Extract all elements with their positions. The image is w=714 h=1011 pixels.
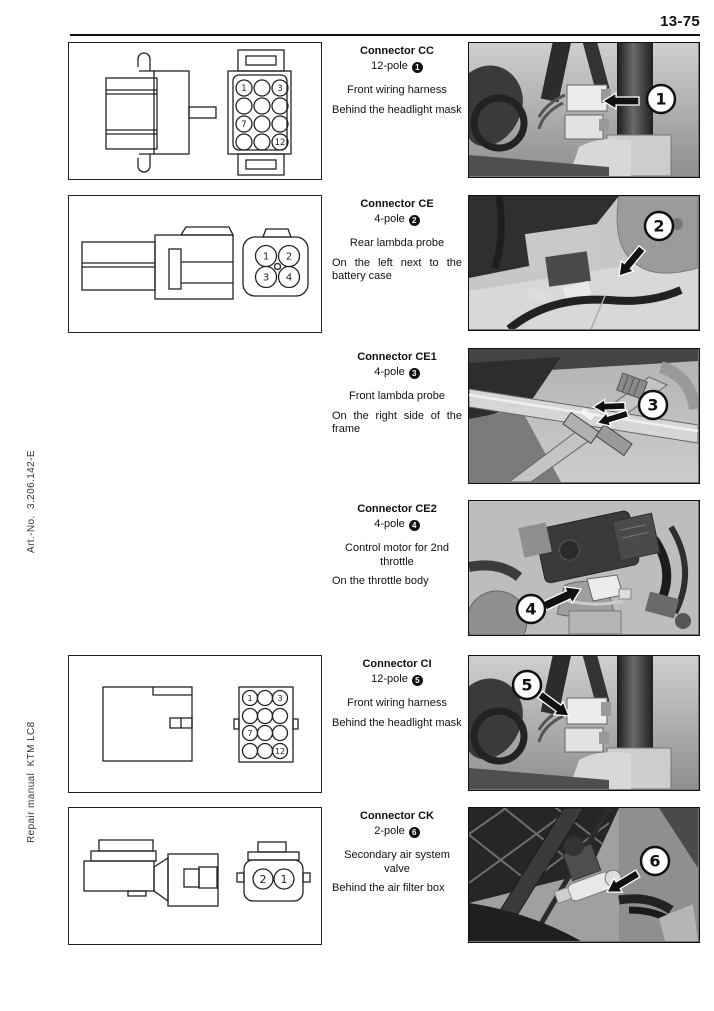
cylinder xyxy=(569,611,621,634)
pin-number: 1 xyxy=(241,84,247,94)
connector-ce1-text xyxy=(332,351,462,437)
pole-line xyxy=(332,825,462,839)
metal-tab xyxy=(599,732,609,744)
connector-ck-diagram xyxy=(68,807,322,945)
connector-cc-text xyxy=(332,45,462,117)
connector-row-cc xyxy=(0,42,714,182)
connector-cc-photo xyxy=(468,42,700,178)
header-rule xyxy=(70,34,700,36)
callout-badge: 3 xyxy=(409,368,420,379)
photo-callout xyxy=(639,391,667,419)
pin-number: 2 xyxy=(259,873,267,886)
metal-tab xyxy=(601,702,611,716)
pole-count: 12-pole xyxy=(371,672,408,685)
photo-callout xyxy=(513,671,541,699)
connector-ce-diagram xyxy=(68,195,322,333)
connector-location: Behind the headlight mask xyxy=(332,716,462,729)
connector-row-ce1 xyxy=(0,348,714,488)
pole-line xyxy=(332,213,462,227)
connector-side-view xyxy=(82,227,233,299)
pin-number: 3 xyxy=(277,84,283,94)
callout-number: 2 xyxy=(653,216,665,236)
connector-side-view xyxy=(106,53,216,172)
photo-callout xyxy=(517,595,545,623)
sidebar-manual-label: Repair manual KTM LC8 xyxy=(26,721,37,843)
connector-title: Connector CE2 xyxy=(357,503,437,515)
photo-callout xyxy=(641,847,669,875)
sidebar-art-number: Art.-No. 3.206.142-E xyxy=(26,450,37,553)
callout-number: 4 xyxy=(525,599,537,619)
pole-line xyxy=(332,60,462,74)
battery-case xyxy=(545,251,591,287)
connector-title: Connector CK xyxy=(360,810,434,822)
pin-number: 2 xyxy=(285,251,293,263)
connector-location: On the left next to the battery case xyxy=(332,256,462,282)
connector-ck-photo xyxy=(468,807,700,943)
connector-ce-photo xyxy=(468,195,700,331)
connector-location: On the throttle body xyxy=(332,575,429,587)
connector-tab xyxy=(619,589,631,599)
pin-number: 12 xyxy=(274,138,286,148)
connector-subject: Front lambda probe xyxy=(349,390,445,402)
pole-count: 2-pole xyxy=(374,824,405,837)
connector-body xyxy=(565,115,603,139)
connector-ce-text xyxy=(332,198,462,284)
callout-number: 1 xyxy=(655,89,667,109)
connector-title: Connector CI xyxy=(362,658,432,670)
connector-face-view xyxy=(234,687,298,762)
callout-number: 3 xyxy=(647,395,659,415)
pin-number: 3 xyxy=(262,272,270,284)
connector-subject: Front wiring harness xyxy=(347,84,447,96)
photo-callout xyxy=(647,85,675,113)
connector-face-view xyxy=(243,229,308,296)
callout-number: 5 xyxy=(521,675,533,695)
callout-number: 6 xyxy=(649,851,661,871)
connector-cc-diagram xyxy=(68,42,322,180)
connector-ce2-text xyxy=(332,503,462,589)
pole-line xyxy=(332,518,462,532)
connector-ce2-photo xyxy=(468,500,700,636)
connector-title: Connector CE xyxy=(360,198,434,210)
connector-row-ce xyxy=(0,195,714,335)
pin-number: 7 xyxy=(247,729,253,738)
connector-title: Connector CC xyxy=(360,45,434,57)
pole-count: 4-pole xyxy=(374,517,405,530)
pole-line xyxy=(332,366,462,380)
page-number: 13-75 xyxy=(660,13,700,30)
connector-subject: Secondary air system valve xyxy=(344,849,450,875)
pin-number: 4 xyxy=(285,272,293,284)
pin-number: 3 xyxy=(277,694,283,703)
pin-numbers xyxy=(263,252,292,284)
connector-side-view xyxy=(84,840,218,906)
pole-count: 12-pole xyxy=(371,59,408,72)
connector-ck-text xyxy=(332,810,462,896)
pole-line xyxy=(332,673,462,687)
callout-badge: 6 xyxy=(409,827,420,838)
connector-face-view xyxy=(237,842,310,901)
connector-side-view xyxy=(103,687,192,761)
fork-tube xyxy=(617,656,653,756)
pin-number: 12 xyxy=(274,747,286,756)
connector-face-view xyxy=(228,50,291,175)
pole-count: 4-pole xyxy=(374,365,405,378)
pin-number: 7 xyxy=(241,120,247,130)
connector-body xyxy=(565,728,603,752)
callout-badge: 1 xyxy=(412,62,423,73)
callout-badge: 2 xyxy=(409,215,420,226)
connector-subject: Front wiring harness xyxy=(347,697,447,709)
connector-location: On the right side of the frame xyxy=(332,409,462,435)
metal-tab xyxy=(599,119,609,131)
connector-ci-photo xyxy=(468,655,700,791)
connector-subject: Rear lambda probe xyxy=(349,237,445,249)
connector-location: Behind the headlight mask xyxy=(332,103,462,116)
pole-count: 4-pole xyxy=(374,212,405,225)
pin-number: 1 xyxy=(247,694,253,703)
connector-ci-text xyxy=(332,658,462,730)
connector-location: Behind the air filter box xyxy=(332,882,445,894)
callout-badge: 4 xyxy=(409,520,420,531)
connector-title: Connector CE1 xyxy=(357,351,437,363)
connector-ci-diagram xyxy=(68,655,322,793)
fitting xyxy=(675,613,691,629)
photo-callout xyxy=(645,212,673,240)
pin-number: 1 xyxy=(262,251,270,263)
callout-badge: 5 xyxy=(412,675,423,686)
pin-number: 1 xyxy=(280,873,288,886)
connector-row-ce2 xyxy=(0,500,714,640)
connector-row-ci xyxy=(0,655,714,795)
connector-row-ck xyxy=(0,807,714,947)
connector-subject: Control motor for 2nd throttle xyxy=(345,542,449,568)
connector-ce1-photo xyxy=(468,348,700,484)
